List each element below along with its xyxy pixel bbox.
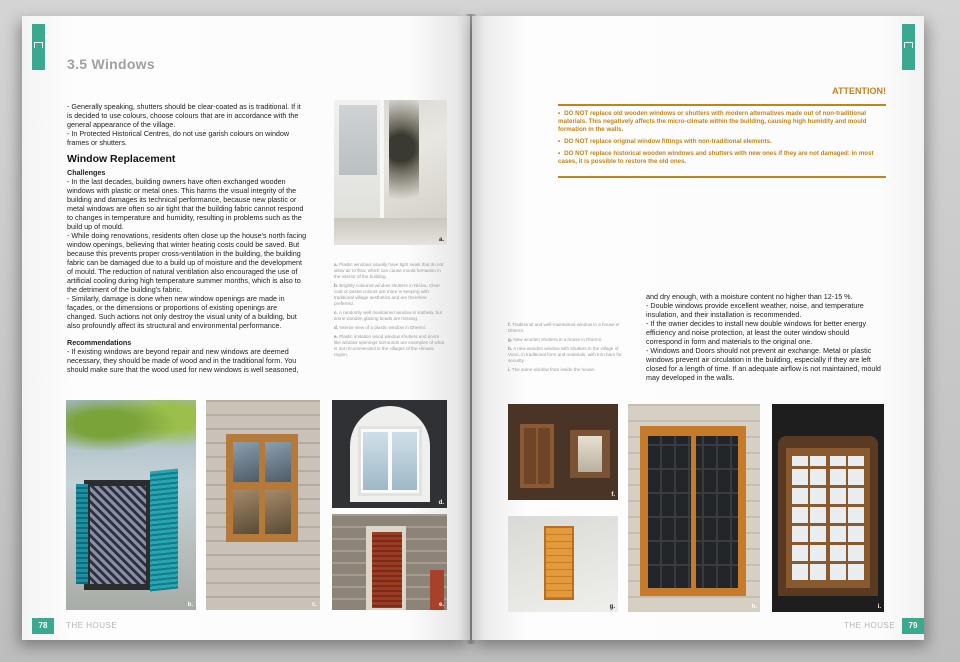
photo-h (628, 404, 760, 612)
caption: e. Plastic imitation wood window shutters and doors like window openings surrounds are examples of what is not recommended in the villages of the Himara region. (334, 334, 445, 357)
photo-c (206, 400, 320, 610)
caption-list (508, 322, 624, 376)
intro-paragraph: - Generally speaking, shutters should be clear-coated as is traditional. If it is decided to use colours, choose colours that are in accordance with the general appearance of the village. (67, 102, 301, 129)
house-icon (904, 42, 913, 48)
body-paragraph: - In the last decades, building owners have often exchanged wooden windows with plastic or metal ones. This harms the visual integrity of the building and damages its technical performance, because new plastic or metal windows are often so air tight that the building fabric cannot respond to changes in temperature and humidity, resulting in problems such as the build up of mould. (67, 177, 304, 231)
attention-title: ATTENTION! (832, 86, 886, 96)
body-paragraph: - Similarly, damage is done when new window openings are made in façades, or the dimensions or proportions of existing openings are changed. Such actions not only destroy the visual unity of a building, but also profoundly affect its structural and environmental performance. (67, 294, 297, 330)
photo-label: i. (877, 604, 881, 610)
caption: g. New wooden shutters in a house in Dhermi. (508, 337, 603, 342)
caption-list (334, 262, 447, 361)
photo-label: f. (611, 492, 615, 498)
body-paragraph: and dry enough, with a moisture content no higher than 12-15 %. (646, 292, 853, 301)
photo-b (66, 400, 196, 610)
photo-g (508, 516, 618, 612)
attention-item: • DO NOT replace historical wooden windows and shutters with new ones if they are not damaged: in most cases, it is possible to restore the old ones. (558, 150, 886, 166)
photo-label: g. (609, 604, 615, 610)
section-title: 3.5 Windows (67, 56, 155, 72)
right-page (472, 16, 924, 640)
body-paragraph: - If existing windows are beyond repair and new windows are deemed necessary, they should be made of wood and in the traditional form. You should make sure that the wood used for new windows is well seasoned, (67, 347, 299, 374)
right-footer (472, 618, 924, 634)
photo-i (772, 404, 884, 612)
left-footer (22, 618, 470, 634)
attention-box (558, 104, 886, 178)
photo-label: c. (311, 602, 317, 608)
photo-label: d. (438, 500, 444, 506)
body-paragraph: - While doing renovations, residents often close up the house's north facing window openings, believing that winter heating costs could be saved. But because this prevents proper cross-ventilation in the building, the building fabric can be damaged due to a build up of moisture and the development of mould. The reduction of natural ventilation also encouraged the use of artificial cooling during high temperature summer months, which is also to the detriment of the building's fabric. (67, 231, 307, 294)
page-number: 79 (902, 618, 924, 634)
caption: b. Brightly coloured window shutters in Nisiva. Clear coat or pastel colours are more in keeping with traditional village aesthetics and are therefore preferred. (334, 283, 440, 306)
running-head: THE HOUSE (844, 621, 896, 630)
photo-d (332, 400, 447, 508)
section-tab (32, 24, 45, 70)
photo-label: h. (751, 604, 757, 610)
attention-item: • DO NOT replace original window fittings with non-traditional elements. (558, 138, 886, 146)
caption: d. Interior view of a plastic window in Dhermi. (334, 325, 427, 330)
body-paragraph: - Windows and Doors should not prevent air exchange. Metal or plastic windows prevent air circulation in the building, especially if they are left closed for a length of time. If an adequate airflow is not maintained, mould may developed in the walls. (646, 346, 881, 382)
photo-label: b. (187, 602, 193, 608)
photo-label: a. (438, 237, 444, 243)
body-paragraph: - If the owner decides to install new double windows for better energy efficiency and noise protection, at least the outer window should correspond in form and materials to the original one. (646, 319, 867, 346)
section-heading: Window Replacement (67, 153, 176, 165)
left-page (22, 16, 470, 640)
right-text-column (646, 292, 886, 382)
photo-f (508, 404, 618, 500)
subheading: Challenges (67, 168, 106, 177)
attention-item: • DO NOT replace old wooden windows or shutters with modern alternatives made out of non-traditional materials. This negatively affects the micro-climate within the building, causing high humidity and mould formation in the walls. (558, 110, 886, 134)
intro-paragraph: - In Protected Historical Centres, do not use garish colours on window frames or shutters. (67, 129, 290, 147)
photo-a (334, 100, 447, 245)
caption: a. Plastic windows usually have tight seals that do not allow air to flow, which can cause mould formation in the interior of the building. (334, 262, 444, 279)
caption: i. The same window from inside the house. (508, 367, 596, 372)
photo-e (332, 514, 447, 610)
page-number: 78 (32, 618, 54, 634)
caption: c. A randomly well maintained window in Kathela, but some wooden glazing beads are missing. (334, 310, 443, 321)
caption: h. A new wooden window with shutters in the village of Vuno, in traditional form and materials, with iron bars for security. (508, 346, 622, 363)
body-paragraph: - Double windows provide excellent weather, noise, and temperature insulation, and their installation is recommended. (646, 301, 864, 319)
subheading: Recommendations (67, 338, 132, 347)
photo-label: e. (438, 602, 444, 608)
running-head: THE HOUSE (66, 621, 118, 630)
section-tab (902, 24, 915, 70)
caption: f. Traditional and well-maintained window in a house in Dhermi. (508, 322, 620, 333)
left-text-column (67, 102, 307, 374)
house-icon (34, 42, 43, 48)
